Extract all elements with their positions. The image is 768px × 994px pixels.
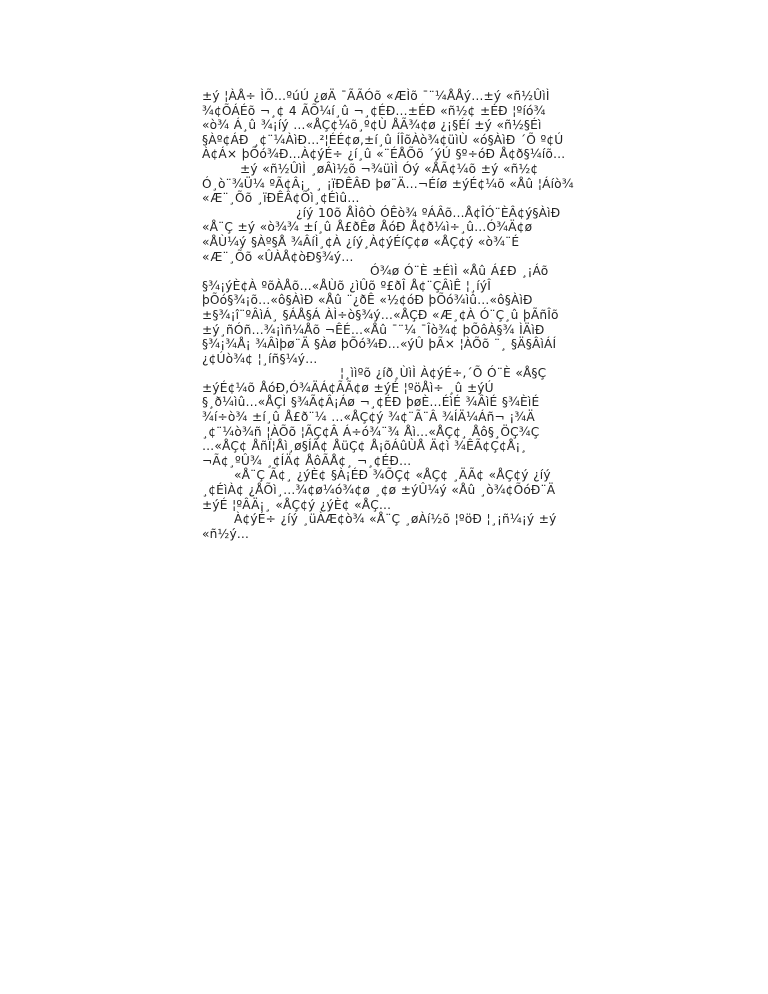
paragraph-1: ±ý ¦ÀÅ÷ ÌÕ…ºúÚ ¿øÄ ¯ÃÃÓõ «ÆÌõ ¯¨¼ÅÅý…±ý «ñ½ÛìÌ ¾¢ÕÁÉõ ¬¸¢ 4 ÃÕ¼í¸û ¬¸¢ÉÐ…±ÉÐ «ñ½¢ ±ÉÐ ¦ºíó¾ «ò¾ Á¸û ¾¡íý …«ÅÇ¢¼õ¸º¢Ù ÅÃ¾¢ø ¿¡§Éí ±ý «ñ½§Éì §Àº¢ÁÐ ¸¢¨¼ÀìÐ…²¦ÉÉ¢ø,±í¸û ÍÎõÀò¾¢üìÙ «ó§ÀìÐ ´Õ º¢Ú À¢Á× þÕó¾Ð…À¢ýÉ÷ ¿í¸û «¨ÉÅÕõ ´ýÚ §º÷óÐ Å¢ð§¼íõ…: [202, 89, 566, 162]
paragraph-5: ¦¸ììºõ ¿íð¸ÙìÌ À¢ýÉ÷,´Õ Ó¨È «Å§Ç ±ýÉ¢¼õ ÅóÐ,Ó¾ÄÁ¢ÃÃ¢ø ±ýÉ ¦ºöÅì÷ ¸û ±ýÚ §¸ð¼ìû…«ÅÇÌ §¾Ã¢Â¡Áø ¬¸¢ÉÐ þøÈ…ÉìÉ ¾ÂìÉ §¾ÈìÉ ¾í÷ò¾ ±í¸û Å£ð¨¼ …«ÅÇ¢ý ¾¢¨Ã¨Â ¾ÍÄ¼Áñ¬ ¡¾Ä ¸¢¨¼ò¾ñ ¦ÀÕõ ¦ÃÇ¢Â Á÷ó¾¨¾ Åì…«ÅÇ¢¸ Åô§¸ÖÇ¾Ç …«ÅÇ¢ ÅñÏ¦Åì¸ø§ÍÃ¢ ÅüÇ¢ Å¡õÁûÙÅ Ä¢ì ¾ÊÃ¢Ç¢Å¡¸ ¬Ã¢¸ºÛ¾ ¸¢ÍÄ¢ ÅôÃÅ¢¸ ¬¸¢ÉÐ…: [202, 366, 547, 468]
paragraph-2: ±ý «ñ½ÛìÌ ¸øÂì½õ ¬¾üìÌ Óý «ÅÃ¢¼õ ±ý «ñ½¢ Ó¸ò¨¾Ü¼ ºÃ¢Â¡¸ ¸ ¡ïÐÊÂÐ þø¨Ä…¬Éíø ±ýÉ¢¼õ «Åû ¦Áíò¾ «Æ¨¸Õõ ¸ïÐÊÂ¢Õì¸¢Éìû…: [202, 161, 574, 206]
paragraph-4: Ó¾ø Ó¨È ±ÉìÌ «Åû Á£Ð ¸¡Áõ §¾¡ýÈ¢À ºõÀÅõ…«ÅÙõ ¿ìÛõ º£ðÎ Å¢¨ÇÂìÊ ¦¸íýÎ þÕó§¾¡õ…«ô§ÀìÐ «Åû ¨¿ðÊ «½¢óÐ þÕó¾ìû…«ô§ÀìÐ ±§¾¡î¨ºÂìÁ¸ §ÁÅ§Á ÀÌ÷ò§¾ý…«ÅÇÐ «Æ¸¢À Ó¨Ç¸û þÃñÎõ ±ý¸ñÓñ…¾¡ìñ¼Åõ ¬ÊÉ…«Åû ¯¨¼ ¯Îò¾¢ þÕôÀ§¾ ÌÄìÐ §¾¡¾Å¡ ¾Âìþø¨Ä §Àø þÕó¾Ð…«ýÛ þÃ× ¦ÀÕõ ¨¸ §Ä§ÂìÁÍ ¿¢Úò¾¢ ¦¸íñ§¼ý…: [202, 264, 559, 366]
paragraph-7: À¢ýÉ÷ ¿íý ¸üÀÆ¢ò¾ «Å¨Ç ¸øÀí½õ ¦ºöÐ ¦¸¡ñ¼¡ý ±ý «ñ½ý…: [202, 512, 557, 541]
paragraph-3: ¿íý 10õ ÅÌôÒ ÓÊò¾ ºÁÂõ…Å¢ÎÓ¨ÈÂ¢ý§ÀìÐ «Å¨Ç ±ý «ò¾¾ ±í¸û Å£ðÊø ÅóÐ Å¢ð¼ì÷¸û…Ó¾Ä¢ø «ÅÙ¼ý §Àº§Å ¾ÂíÌ¸¢À ¿íý¸À¢ýÉíÇ¢ø «ÅÇ¢ý «ò¾¨É «Æ¨¸Õõ «ÛÀÅ¢òÐ§¾ý…: [202, 205, 561, 264]
document-body: [202, 89, 574, 541]
paragraph-6: «Å¨Ç Ã¢¸ ¿ýÈ¢ §À¡ÉÐ ¾ÕÇ¢ «ÅÇ¢ ¸ÄÃ¢ «ÅÇ¢ý ¿íý ¸¢ÉìÀ¢ ¿ÅÕì¸…¾¢ø¼ó¾¢ø ¸¢ø ±ýÛ¼ý «Åû ¸ò¾¢ÕóÐ¨Ä ±ýÉ ¦ºÂÄ¡¸ «ÅÇ¢ý ¿ýÈ¢ «ÅÇ…: [202, 468, 556, 512]
